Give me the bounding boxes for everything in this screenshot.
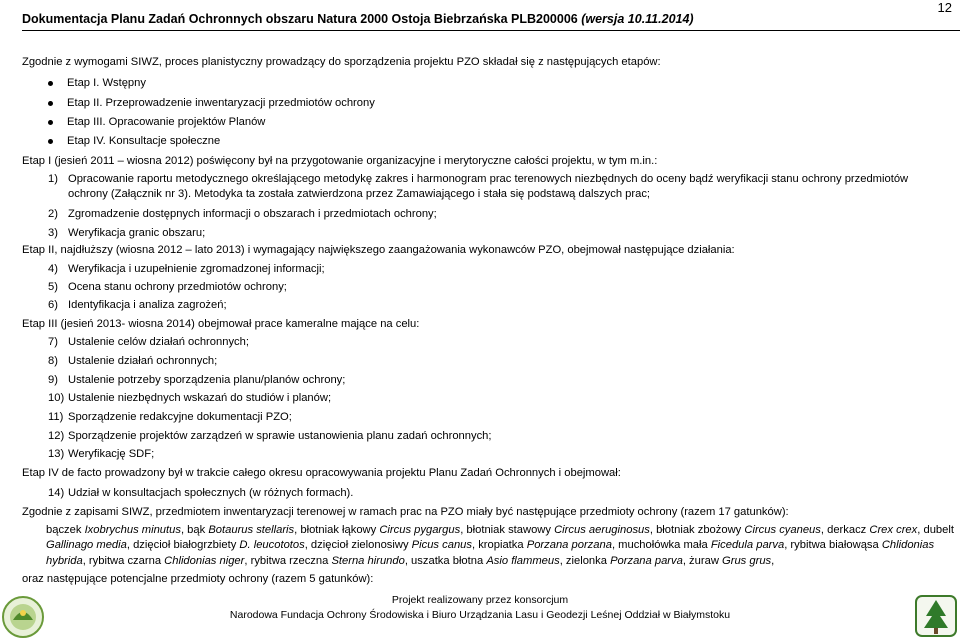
list-number: 3) xyxy=(48,227,58,239)
list-number: 9) xyxy=(48,374,58,386)
species-latin-name: Gallinago media xyxy=(46,539,127,551)
list-item-text: Sporządzenie redakcyjne dokumentacji PZO; xyxy=(68,411,292,423)
etap4-heading: Etap IV de facto prowadzony był w trakcie całego okresu opracowywania projektu Planu Zadań Ochronnych i obejmował: xyxy=(22,467,621,479)
species-latin-name: Ficedula parva xyxy=(710,539,785,551)
list-item-text: Weryfikacja granic obszaru; xyxy=(68,227,206,239)
species-common-name: , derkacz xyxy=(820,524,870,536)
buligl-logo-icon xyxy=(914,592,958,638)
species-latin-name: Crex crex xyxy=(869,524,918,536)
species-line xyxy=(46,538,934,552)
list-item-text: Ustalenie niezbędnych wskazań do studiów i planów; xyxy=(68,392,332,404)
species-latin-name: Chlidonias niger xyxy=(164,555,245,567)
species-latin-name: Grus grus xyxy=(722,555,772,567)
species-line xyxy=(46,554,774,568)
species-latin-name: Botaurus stellaris xyxy=(208,524,295,536)
species-latin-name: Picus canus xyxy=(411,539,472,551)
potential-heading: oraz następujące potencjalne przedmioty ochrony (razem 5 gatunków): xyxy=(22,573,374,585)
footer-line-1: Projekt realizowany przez konsorcjum xyxy=(391,594,569,606)
species-latin-name: Porzana porzana xyxy=(526,539,612,551)
siwz-heading: Zgodnie z zapisami SIWZ, przedmiotem inwentaryzacji terenowej w ramach prac na PZO miały być następujące przedmioty ochrony (razem 17 gatunków): xyxy=(22,506,789,518)
species-latin-name: hybrida xyxy=(46,555,83,567)
list-number: 1) xyxy=(48,173,58,185)
list-item-text: Ustalenie celów działań ochronnych; xyxy=(68,336,249,348)
species-latin-name: Chlidonias xyxy=(881,539,935,551)
list-number: 2) xyxy=(48,208,58,220)
list-item-text: Zgromadzenie dostępnych informacji o obszarach i przedmiotach ochrony; xyxy=(68,208,437,220)
header-version: (wersja 10.11.2014) xyxy=(581,12,694,26)
list-number: 12) xyxy=(48,430,65,442)
list-number: 14) xyxy=(48,487,65,499)
list-item-text: Identyfikacja i analiza zagrożeń; xyxy=(68,299,227,311)
stage-item: Etap IV. Konsultacje społeczne xyxy=(67,135,221,147)
etap3-heading: Etap III (jesień 2013- wiosna 2014) obejmował prace kameralne mające na celu: xyxy=(22,318,420,330)
species-latin-name: Porzana parva xyxy=(610,555,683,567)
species-common-name: , dzięcioł zielonosiwy xyxy=(304,539,412,551)
stage-item: Etap I. Wstępny xyxy=(67,77,146,89)
list-item-text: Ocena stanu ochrony przedmiotów ochrony; xyxy=(68,281,287,293)
etap1-heading: Etap I (jesień 2011 – wiosna 2012) poświęcony był na przygotowanie organizacyjne i merytoryczne całości projektu, w tym m.in.: xyxy=(22,155,658,167)
species-latin-name: Ixobrychus minutus xyxy=(84,524,181,536)
list-item-text: Weryfikacja i uzupełnienie zgromadzonej informacji; xyxy=(68,263,325,275)
species-common-name: , żuraw xyxy=(682,555,723,567)
list-number: 6) xyxy=(48,299,58,311)
species-common-name: , rybitwa czarna xyxy=(82,555,165,567)
species-common-name: , rybitwa rzeczna xyxy=(244,555,332,567)
etap2-heading: Etap II, najdłuższy (wiosna 2012 – lato 2013) i wymagający największego zaangażowania wykonawców PZO, obejmował następujące działania: xyxy=(22,244,735,256)
species-common-name: , błotniak zbożowy xyxy=(649,524,745,536)
species-latin-name: Circus cyaneus xyxy=(744,524,821,536)
list-number: 5) xyxy=(48,281,58,293)
species-common-name: , rybitwa białowąsa xyxy=(784,539,882,551)
species-common-name: bączek xyxy=(46,524,85,536)
species-common-name: , zielonka xyxy=(559,555,611,567)
list-item-text: Opracowanie raportu metodycznego określającego metodykę zakres i harmonogram prac terenowych niezbędnych do oceny bądź weryfikacji stanu ochrony przedmiotów xyxy=(68,173,909,185)
stage-item: Etap II. Przeprowadzenie inwentaryzacji przedmiotów ochrony xyxy=(67,97,375,109)
stage-item: Etap III. Opracowanie projektów Planów xyxy=(67,116,266,128)
species-common-name: , dzięcioł białogrzbiety xyxy=(126,539,240,551)
header-title: Dokumentacja Planu Zadań Ochronnych obszaru Natura 2000 Ostoja Biebrzańska PLB200006 xyxy=(22,12,578,26)
list-item-text: Ustalenie działań ochronnych; xyxy=(68,355,218,367)
bullet-icon xyxy=(48,139,53,144)
species-common-name: , uszatka błotna xyxy=(404,555,487,567)
intro-paragraph: Zgodnie z wymogami SIWZ, proces planistyczny prowadzący do sporządzenia projektu PZO składał się z następujących etapów: xyxy=(22,56,661,68)
species-common-name: , kropiatka xyxy=(472,539,527,551)
header-rule xyxy=(22,30,960,31)
species-common-name: , dubelt xyxy=(917,524,954,536)
bullet-icon xyxy=(48,81,53,86)
list-item-text: Ustalenie potrzeby sporządzenia planu/planów ochrony; xyxy=(68,374,346,386)
list-number: 10) xyxy=(48,392,65,404)
list-number: 13) xyxy=(48,448,65,460)
list-item-text-continued: ochrony (Załącznik nr 3). Metodyka ta została zatwierdzona przez Zamawiającego i stała się podstawą dalszych prac; xyxy=(68,188,651,200)
bullet-icon xyxy=(48,101,53,106)
list-number: 8) xyxy=(48,355,58,367)
species-common-name: , błotniak łąkowy xyxy=(294,524,380,536)
list-number: 4) xyxy=(48,263,58,275)
species-common-name: , muchołówka mała xyxy=(611,539,711,551)
species-latin-name: Sterna hirundo xyxy=(331,555,405,567)
species-latin-name: Circus pygargus xyxy=(379,524,461,536)
page-number: 12 xyxy=(937,0,952,15)
species-latin-name: Circus aeruginosus xyxy=(554,524,650,536)
species-line xyxy=(46,523,954,537)
species-latin-name: D. leucototos xyxy=(239,539,305,551)
list-item-text: Udział w konsultacjach społecznych (w różnych formach). xyxy=(68,487,354,499)
footer-line-2: Narodowa Fundacja Ochrony Środowiska i Biuro Urządzania Lasu i Geodezji Leśnej Oddział w Białymstoku xyxy=(229,609,731,621)
bullet-icon xyxy=(48,120,53,125)
species-latin-name: Asio flammeus xyxy=(486,555,560,567)
species-common-name: , xyxy=(771,555,775,567)
species-common-name: , błotniak stawowy xyxy=(460,524,555,536)
document-header xyxy=(22,12,940,26)
list-item-text: Sporządzenie projektów zarządzeń w sprawie ustanowienia planu zadań ochronnych; xyxy=(68,430,492,442)
list-number: 11) xyxy=(48,411,64,423)
list-item-text: Weryfikację SDF; xyxy=(68,448,155,460)
list-number: 7) xyxy=(48,336,58,348)
species-common-name: , bąk xyxy=(180,524,209,536)
nfos-logo-icon xyxy=(0,592,46,638)
